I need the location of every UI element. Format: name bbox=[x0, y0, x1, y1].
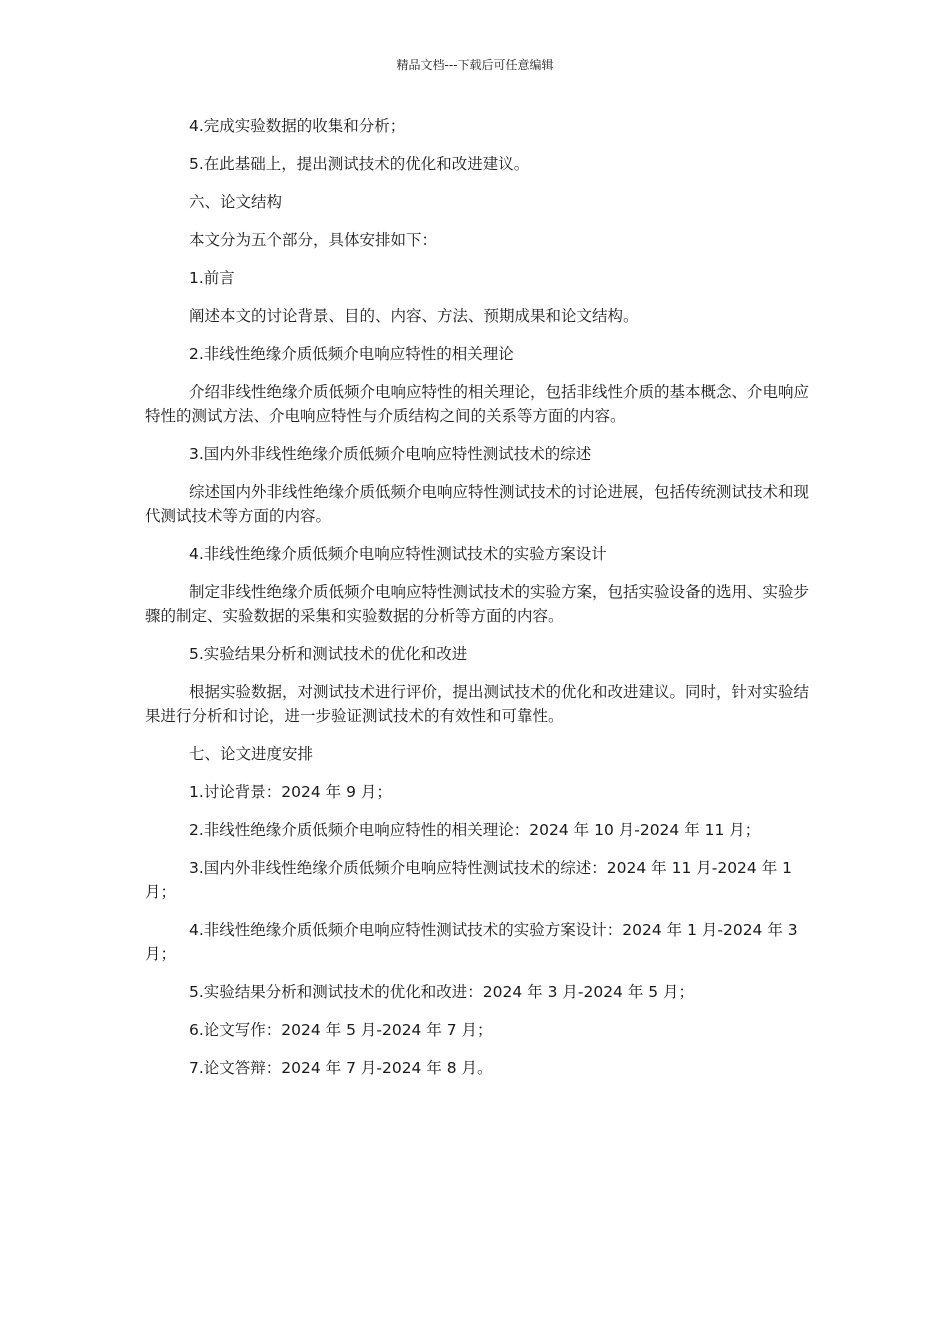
section-heading-structure: 六、论文结构 bbox=[189, 193, 283, 211]
schedule-item-6: 6.论文写作：2024 年 5 月-2024 年 7 月； bbox=[189, 1021, 493, 1039]
structure-part-5-title: 5.实验结果分析和测试技术的优化和改进 bbox=[189, 645, 468, 663]
structure-part-1-title: 1.前言 bbox=[189, 269, 235, 287]
schedule-item-4: 4.非线性绝缘介质低频介电响应特性测试技术的实验方案设计：2024 年 1 月-2024 年 3 月； bbox=[145, 921, 798, 963]
schedule-item-5: 5.实验结果分析和测试技术的优化和改进：2024 年 3 月-2024 年 5 月； bbox=[189, 983, 695, 1001]
structure-part-3-title: 3.国内外非线性绝缘介质低频介电响应特性测试技术的综述 bbox=[189, 445, 592, 463]
page-header: 精品文档---下载后可任意编辑 bbox=[396, 58, 554, 72]
schedule-item-1: 1.讨论背景：2024 年 9 月； bbox=[189, 783, 392, 801]
list-item-task-5: 5.在此基础上，提出测试技术的优化和改进建议。 bbox=[189, 155, 530, 173]
schedule-item-3: 3.国内外非线性绝缘介质低频介电响应特性测试技术的综述：2024 年 11 月-2024 年 1 月； bbox=[145, 859, 792, 901]
list-item-task-4: 4.完成实验数据的收集和分析； bbox=[189, 117, 406, 135]
structure-part-4-desc: 制定非线性绝缘介质低频介电响应特性测试技术的实验方案，包括实验设备的选用、实验步骤的制定、实验数据的采集和实验数据的分析等方面的内容。 bbox=[145, 583, 810, 625]
structure-part-3-desc: 综述国内外非线性绝缘介质低频介电响应特性测试技术的讨论进展，包括传统测试技术和现代测试技术等方面的内容。 bbox=[145, 483, 810, 525]
structure-part-2-desc: 介绍非线性绝缘介质低频介电响应特性的相关理论，包括非线性介质的基本概念、介电响应特性的测试方法、介电响应特性与介质结构之间的关系等方面的内容。 bbox=[145, 383, 810, 425]
schedule-item-7: 7.论文答辩：2024 年 7 月-2024 年 8 月。 bbox=[189, 1059, 493, 1077]
section-heading-schedule: 七、论文进度安排 bbox=[189, 745, 314, 763]
structure-part-1-desc: 阐述本文的讨论背景、目的、内容、方法、预期成果和论文结构。 bbox=[189, 307, 639, 325]
structure-part-4-title: 4.非线性绝缘介质低频介电响应特性测试技术的实验方案设计 bbox=[189, 545, 607, 563]
structure-intro: 本文分为五个部分，具体安排如下： bbox=[189, 231, 438, 249]
schedule-item-2: 2.非线性绝缘介质低频介电响应特性的相关理论：2024 年 10 月-2024 年 11 月； bbox=[189, 821, 761, 839]
structure-part-5-desc: 根据实验数据，对测试技术进行评价，提出测试技术的优化和改进建议。同时，针对实验结果进行分析和讨论，进一步验证测试技术的有效性和可靠性。 bbox=[145, 683, 810, 725]
document-body bbox=[145, 114, 817, 1094]
structure-part-2-title: 2.非线性绝缘介质低频介电响应特性的相关理论 bbox=[189, 345, 514, 363]
